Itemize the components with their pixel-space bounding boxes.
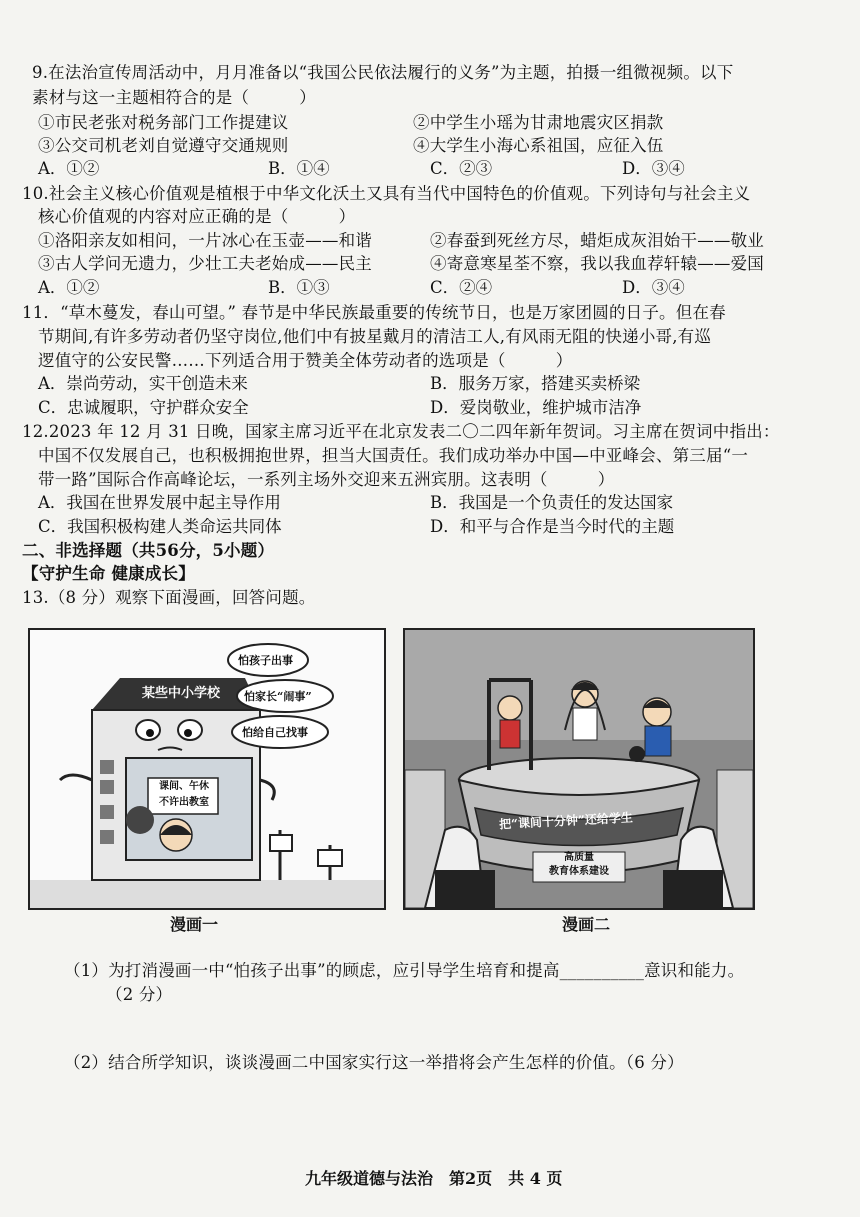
q9-stem-line1: 9.在法治宣传周活动中，月月准备以“我国公民依法履行的义务”为主题，拍摄一组微视频。以下 (32, 63, 734, 82)
q12-stem-line3: 带一路”国际合作高峰论坛，一系列主场外交迎来五洲宾朋。这表明（ ） (38, 470, 615, 489)
q12-option-d: D．和平与合作是当今时代的主题 (430, 517, 675, 536)
q10-statement-1: ①洛阳亲友如相问，一片冰心在玉壶——和谐 (38, 231, 372, 250)
q11-option-c: C．忠诚履职，守护群众安全 (38, 398, 249, 417)
comic-one-sign: 课间、午休 不许出教室 (159, 781, 209, 808)
q9-statement-2: ②中学生小瑶为甘肃地震灾区捐款 (413, 113, 664, 132)
q10-stem-line1: 10.社会主义核心价值观是植根于中华文化沃土又具有当代中国特色的价值观。下列诗句与社会主义 (22, 184, 751, 203)
q12-option-a: A．我国在世界发展中起主导作用 (38, 493, 281, 512)
q10-option-b: B．①③ (268, 278, 330, 297)
comic-one-illustration (30, 630, 384, 908)
q12-stem-line2: 中国不仅发展自己，也积极拥抱世界，担当大国责任。我们成功举办中国—中亚峰会、第三届“一 (38, 446, 749, 465)
q13-part-1-text: （1）为打消漫画一中“怕孩子出事”的顾虑，应引导学生培育和提高__________意识和能力。 (64, 961, 745, 980)
comic-one-panel (28, 628, 386, 910)
q10-statement-3: ③古人学问无遗力，少壮工夫老始成——民主 (38, 254, 372, 273)
q10-option-d: D．③④ (622, 278, 685, 297)
q10-option-c: C．②④ (430, 278, 493, 297)
q10-option-a: A．①② (38, 278, 100, 297)
q13-stem: 13.（8 分）观察下面漫画，回答问题。 (22, 588, 316, 607)
comic-two-banner: 把“课间十分钟”还给学生 (498, 810, 634, 832)
q11-stem-line1: 11．“草木蔓发，春山可望。” 春节是中华民族最重要的传统节日，也是万家团圆的日子。但在春 (22, 303, 726, 322)
q9-statement-1: ①市民老张对税务部门工作提建议 (38, 113, 289, 132)
comic-one-bubble-1: 怕孩子出事 (238, 654, 293, 667)
q9-stem-line2: 素材与这一主题相符合的是（ ） (32, 88, 316, 107)
comic-one-caption: 漫画一 (170, 915, 219, 934)
q9-option-c: C．②③ (430, 159, 493, 178)
section-2-heading: 二、非选择题（共56分，5小题） (22, 541, 275, 560)
comic-two-panel (403, 628, 755, 910)
q11-option-a: A．崇尚劳动，实干创造未来 (38, 374, 248, 393)
q10-stem-line2: 核心价值观的内容对应正确的是（ ） (38, 207, 356, 226)
q10-statement-2: ②春蚕到死丝方尽，蜡炬成灰泪始干——敬业 (430, 231, 764, 250)
q11-stem-line2: 节期间,有许多劳动者仍坚守岗位,他们中有披星戴月的清洁工人,有风雨无阻的快递小哥,有巡 (38, 327, 712, 346)
q12-option-b: B．我国是一个负责任的发达国家 (430, 493, 674, 512)
q9-option-b: B．①④ (268, 159, 330, 178)
comic-one-bubble-3: 怕给自己找事 (242, 726, 308, 739)
theme-heading: 【守护生命 健康成长】 (22, 564, 195, 583)
q9-statement-3: ③公交司机老刘自觉遵守交通规则 (38, 136, 289, 155)
q12-option-c: C．我国积极构建人类命运共同体 (38, 517, 282, 536)
q12-stem-line1: 12.2023 年 12 月 31 日晚，国家主席习近平在北京发表二〇二四年新年贺词。习主席在贺词中指出： (22, 422, 780, 441)
comic-two-base-label: 高质量 教育体系建设 (549, 852, 609, 877)
q11-stem-line3: 逻值守的公安民警……下列适合用于赞美全体劳动者的选项是（ ） (38, 351, 573, 370)
comic-two-caption: 漫画二 (562, 915, 611, 934)
q11-option-d: D．爱岗敬业，维护城市洁净 (430, 398, 642, 417)
q11-option-b: B．服务万家，搭建买卖桥梁 (430, 374, 641, 393)
q9-statement-4: ④大学生小海心系祖国，应征入伍 (413, 136, 664, 155)
q10-statement-4: ④寄意寒星荃不察，我以我血荐轩辕——爱国 (430, 254, 764, 273)
q13-part-2-text: （2）结合所学知识，谈谈漫画二中国家实行这一举措将会产生怎样的价值。（6 分） (64, 1053, 684, 1072)
q9-option-d: D．③④ (622, 159, 685, 178)
comic-one-school-label: 某些中小学校 (142, 686, 221, 701)
page-footer: 九年级道德与法治 第2页 共 4 页 (305, 1169, 563, 1188)
q13-part-1-score: （2 分） (106, 985, 173, 1004)
q9-option-a: A．①② (38, 159, 100, 178)
comic-one-bubble-2: 怕家长“闹事” (244, 690, 312, 703)
